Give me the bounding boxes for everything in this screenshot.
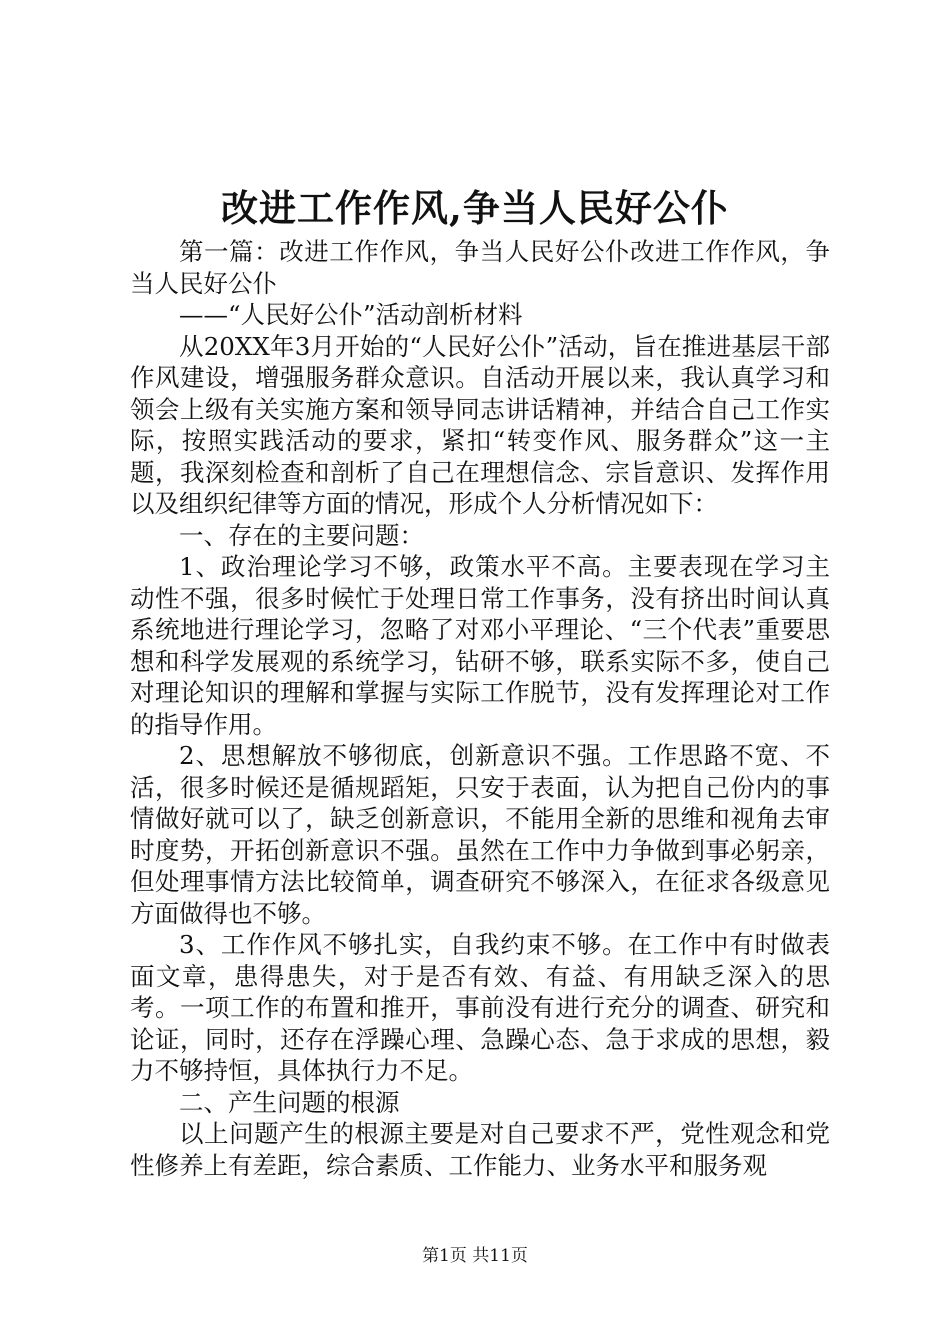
- page-footer: 第1页 共11页: [422, 1246, 528, 1266]
- paragraph-problem-1: 1、政治理论学习不够，政策水平不高。主要表现在学习主动性不强，很多时候忙于处理日常工作事务，没有挤出时间认真系统地进行理论学习，忽略了对邓小平理论、“三个代表”重要思想和科学发展观的系统学习，钻研不够，联系实际不多，使自己对理论知识的理解和掌握与实际工作脱节，没有发挥理论对工作的指导作用。: [130, 552, 830, 739]
- document-body: [130, 236, 830, 1181]
- paragraph-subtitle: ——“人民好公仆”活动剖析材料: [179, 300, 523, 329]
- paragraph-heading-1: 第一篇：改进工作作风，争当人民好公仆改进工作作风，争当人民好公仆: [130, 237, 830, 298]
- section-heading-causes: 二、产生问题的根源: [179, 1087, 400, 1117]
- section-heading-problems: 一、存在的主要问题：: [179, 520, 424, 550]
- paragraph-intro: 从20XX年3月开始的“人民好公仆”活动，旨在推进基层干部作风建设，增强服务群众意识。自活动开展以来，我认真学习和领会上级有关实施方案和领导同志讲话精神，并结合自己工作实际，按照实践活动的要求，紧扣“转变作风、服务群众”这一主题，我深刻检查和剖析了自己在理想信念、宗旨意识、发挥作用以及组织纪律等方面的情况，形成个人分析情况如下：: [130, 331, 830, 518]
- paragraph-problem-3: 3、工作作风不够扎实，自我约束不够。在工作中有时做表面文章，患得患失，对于是否有效、有益、有用缺乏深入的思考。一项工作的布置和推开，事前没有进行充分的调查、研究和论证，同时，还存在浮躁心理、急躁心态、急于求成的思想，毅力不够持恒，具体执行力不足。: [130, 930, 830, 1085]
- paragraph-causes: 以上问题产生的根源主要是对自己要求不严，党性观念和党性修养上有差距，综合素质、工作能力、业务水平和服务观: [130, 1119, 830, 1180]
- paragraph-problem-2: 2、思想解放不够彻底，创新意识不强。工作思路不宽、不活，很多时候还是循规蹈矩，只安于表面，认为把自己份内的事情做好就可以了，缺乏创新意识，不能用全新的思维和视角去审时度势，开拓创新意识不强。虽然在工作中力争做到事必躬亲，但处理事情方法比较简单，调查研究不够深入，在征求各级意见方面做得也不够。: [130, 741, 830, 928]
- document-title: 改进工作作风,争当人民好公仆: [221, 186, 729, 230]
